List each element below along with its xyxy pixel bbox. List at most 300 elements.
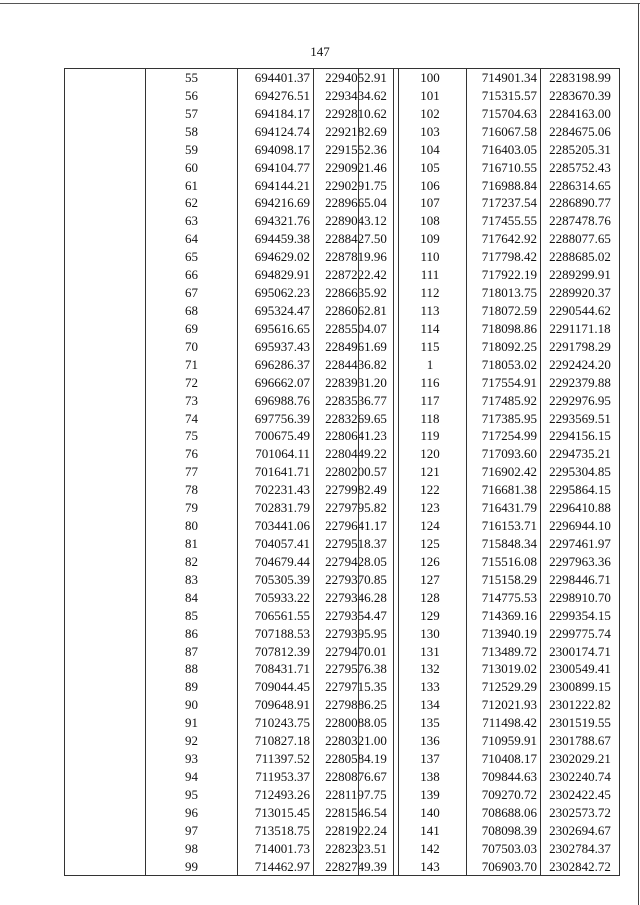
y-coordinate-cell: 2285752.43 bbox=[541, 159, 620, 177]
y-coordinate-cell: 2280200.57 bbox=[314, 463, 399, 481]
x-coordinate-cell: 711498.42 bbox=[467, 714, 541, 732]
point-number-cell: 64 bbox=[146, 230, 238, 248]
y-coordinate-cell: 2288685.02 bbox=[541, 248, 620, 266]
blank-cell bbox=[65, 517, 146, 535]
table-row bbox=[65, 732, 399, 750]
table-row bbox=[65, 445, 399, 463]
table-row bbox=[65, 714, 399, 732]
y-coordinate-cell: 2301222.82 bbox=[541, 696, 620, 714]
x-coordinate-cell: 696662.07 bbox=[238, 374, 314, 392]
table-row bbox=[65, 284, 399, 302]
table-row bbox=[359, 123, 620, 141]
blank-cell bbox=[65, 159, 146, 177]
x-coordinate-cell: 710408.17 bbox=[467, 750, 541, 768]
point-number-cell: 102 bbox=[394, 105, 467, 123]
blank-cell bbox=[359, 589, 394, 607]
table-row bbox=[65, 858, 399, 876]
y-coordinate-cell: 2279346.28 bbox=[314, 589, 399, 607]
y-coordinate-cell: 2284436.82 bbox=[314, 356, 399, 374]
blank-cell bbox=[65, 194, 146, 212]
blank-cell bbox=[65, 141, 146, 159]
blank-cell bbox=[359, 356, 394, 374]
point-number-cell: 103 bbox=[394, 123, 467, 141]
x-coordinate-cell: 694629.02 bbox=[238, 248, 314, 266]
y-coordinate-cell: 2292424.20 bbox=[541, 356, 620, 374]
table-row bbox=[65, 535, 399, 553]
y-coordinate-cell: 2291552.36 bbox=[314, 141, 399, 159]
point-number-cell: 86 bbox=[146, 625, 238, 643]
y-coordinate-cell: 2297461.97 bbox=[541, 535, 620, 553]
x-coordinate-cell: 717485.92 bbox=[467, 392, 541, 410]
blank-cell bbox=[65, 392, 146, 410]
y-coordinate-cell: 2292976.95 bbox=[541, 392, 620, 410]
table-row bbox=[359, 302, 620, 320]
point-number-cell: 118 bbox=[394, 410, 467, 428]
blank-cell bbox=[359, 123, 394, 141]
blank-cell bbox=[359, 159, 394, 177]
table-row bbox=[359, 553, 620, 571]
table-row bbox=[65, 159, 399, 177]
point-number-cell: 115 bbox=[394, 338, 467, 356]
table-row bbox=[65, 822, 399, 840]
table-row bbox=[65, 230, 399, 248]
blank-cell bbox=[359, 302, 394, 320]
y-coordinate-cell: 2299354.15 bbox=[541, 607, 620, 625]
point-number-cell: 78 bbox=[146, 481, 238, 499]
table-row bbox=[359, 69, 620, 87]
y-coordinate-cell: 2283931.20 bbox=[314, 374, 399, 392]
y-coordinate-cell: 2300899.15 bbox=[541, 678, 620, 696]
y-coordinate-cell: 2288427.50 bbox=[314, 230, 399, 248]
point-number-cell: 126 bbox=[394, 553, 467, 571]
x-coordinate-cell: 694216.69 bbox=[238, 194, 314, 212]
y-coordinate-cell: 2282749.39 bbox=[314, 858, 399, 876]
y-coordinate-cell: 2279370.85 bbox=[314, 571, 399, 589]
x-coordinate-cell: 717554.91 bbox=[467, 374, 541, 392]
blank-cell bbox=[65, 212, 146, 230]
table-row bbox=[65, 248, 399, 266]
y-coordinate-cell: 2279470.01 bbox=[314, 643, 399, 661]
table-row bbox=[359, 750, 620, 768]
x-coordinate-cell: 694144.21 bbox=[238, 177, 314, 195]
point-number-cell: 120 bbox=[394, 445, 467, 463]
point-number-cell: 75 bbox=[146, 427, 238, 445]
y-coordinate-cell: 2297963.36 bbox=[541, 553, 620, 571]
table-row bbox=[359, 732, 620, 750]
y-coordinate-cell: 2281197.75 bbox=[314, 786, 399, 804]
y-coordinate-cell: 2281922.24 bbox=[314, 822, 399, 840]
blank-cell bbox=[65, 105, 146, 123]
table-row bbox=[65, 804, 399, 822]
blank-cell bbox=[359, 338, 394, 356]
blank-cell bbox=[359, 660, 394, 678]
table-row bbox=[359, 105, 620, 123]
table-row bbox=[359, 571, 620, 589]
table-row bbox=[65, 123, 399, 141]
point-number-cell: 111 bbox=[394, 266, 467, 284]
blank-cell bbox=[359, 320, 394, 338]
table-row bbox=[359, 625, 620, 643]
x-coordinate-cell: 717798.42 bbox=[467, 248, 541, 266]
table-row bbox=[65, 625, 399, 643]
y-coordinate-cell: 2286062.81 bbox=[314, 302, 399, 320]
point-number-cell: 85 bbox=[146, 607, 238, 625]
table-row bbox=[359, 804, 620, 822]
table-row bbox=[359, 194, 620, 212]
blank-cell bbox=[359, 499, 394, 517]
y-coordinate-cell: 2286314.65 bbox=[541, 177, 620, 195]
point-number-cell: 105 bbox=[394, 159, 467, 177]
table-row bbox=[65, 194, 399, 212]
table-row bbox=[359, 858, 620, 876]
blank-cell bbox=[359, 284, 394, 302]
blank-cell bbox=[359, 105, 394, 123]
y-coordinate-cell: 2279395.95 bbox=[314, 625, 399, 643]
blank-cell bbox=[65, 535, 146, 553]
y-coordinate-cell: 2281546.54 bbox=[314, 804, 399, 822]
y-coordinate-cell: 2294735.21 bbox=[541, 445, 620, 463]
y-coordinate-cell: 2285504.07 bbox=[314, 320, 399, 338]
x-coordinate-cell: 713518.75 bbox=[238, 822, 314, 840]
blank-cell bbox=[359, 517, 394, 535]
point-number-cell: 110 bbox=[394, 248, 467, 266]
x-coordinate-cell: 694459.38 bbox=[238, 230, 314, 248]
blank-cell bbox=[359, 678, 394, 696]
x-coordinate-cell: 713019.02 bbox=[467, 660, 541, 678]
table-row bbox=[359, 714, 620, 732]
point-number-cell: 132 bbox=[394, 660, 467, 678]
x-coordinate-cell: 711397.52 bbox=[238, 750, 314, 768]
y-coordinate-cell: 2279982.49 bbox=[314, 481, 399, 499]
table-row bbox=[359, 248, 620, 266]
x-coordinate-cell: 718072.59 bbox=[467, 302, 541, 320]
point-number-cell: 89 bbox=[146, 678, 238, 696]
point-number-cell: 62 bbox=[146, 194, 238, 212]
blank-cell bbox=[65, 678, 146, 696]
blank-cell bbox=[359, 714, 394, 732]
x-coordinate-cell: 717642.92 bbox=[467, 230, 541, 248]
point-number-cell: 67 bbox=[146, 284, 238, 302]
blank-cell bbox=[65, 786, 146, 804]
point-number-cell: 124 bbox=[394, 517, 467, 535]
blank-cell bbox=[359, 194, 394, 212]
page-right-border bbox=[638, 3, 639, 905]
x-coordinate-cell: 694184.17 bbox=[238, 105, 314, 123]
point-number-cell: 96 bbox=[146, 804, 238, 822]
blank-cell bbox=[65, 553, 146, 571]
blank-cell bbox=[359, 248, 394, 266]
y-coordinate-cell: 2280088.05 bbox=[314, 714, 399, 732]
y-coordinate-cell: 2286890.77 bbox=[541, 194, 620, 212]
point-number-cell: 142 bbox=[394, 840, 467, 858]
blank-cell bbox=[65, 696, 146, 714]
point-number-cell: 139 bbox=[394, 786, 467, 804]
blank-cell bbox=[359, 768, 394, 786]
table-row bbox=[359, 284, 620, 302]
blank-cell bbox=[359, 696, 394, 714]
x-coordinate-cell: 715315.57 bbox=[467, 87, 541, 105]
blank-cell bbox=[65, 858, 146, 876]
x-coordinate-cell: 707503.03 bbox=[467, 840, 541, 858]
y-coordinate-cell: 2302029.21 bbox=[541, 750, 620, 768]
point-number-cell: 57 bbox=[146, 105, 238, 123]
table-row bbox=[359, 427, 620, 445]
x-coordinate-cell: 712493.26 bbox=[238, 786, 314, 804]
x-coordinate-cell: 717254.99 bbox=[467, 427, 541, 445]
table-row bbox=[65, 69, 399, 87]
table-row bbox=[359, 660, 620, 678]
table-row bbox=[359, 374, 620, 392]
x-coordinate-cell: 694104.77 bbox=[238, 159, 314, 177]
table-body bbox=[65, 69, 399, 876]
x-coordinate-cell: 714775.53 bbox=[467, 589, 541, 607]
table-row bbox=[359, 159, 620, 177]
table-row bbox=[359, 230, 620, 248]
x-coordinate-cell: 714369.16 bbox=[467, 607, 541, 625]
y-coordinate-cell: 2288077.65 bbox=[541, 230, 620, 248]
x-coordinate-cell: 718092.25 bbox=[467, 338, 541, 356]
point-number-cell: 104 bbox=[394, 141, 467, 159]
x-coordinate-cell: 694276.51 bbox=[238, 87, 314, 105]
table-row bbox=[359, 517, 620, 535]
x-coordinate-cell: 708431.71 bbox=[238, 660, 314, 678]
y-coordinate-cell: 2292379.88 bbox=[541, 374, 620, 392]
table-row bbox=[65, 392, 399, 410]
blank-cell bbox=[359, 625, 394, 643]
point-number-cell: 108 bbox=[394, 212, 467, 230]
x-coordinate-cell: 700675.49 bbox=[238, 427, 314, 445]
y-coordinate-cell: 2296944.10 bbox=[541, 517, 620, 535]
y-coordinate-cell: 2289665.04 bbox=[314, 194, 399, 212]
blank-cell bbox=[65, 571, 146, 589]
point-number-cell: 79 bbox=[146, 499, 238, 517]
table-row bbox=[65, 374, 399, 392]
point-number-cell: 82 bbox=[146, 553, 238, 571]
table-row bbox=[359, 589, 620, 607]
blank-cell bbox=[359, 266, 394, 284]
blank-cell bbox=[359, 481, 394, 499]
table-row bbox=[65, 589, 399, 607]
y-coordinate-cell: 2280321.00 bbox=[314, 732, 399, 750]
table-row bbox=[65, 481, 399, 499]
y-coordinate-cell: 2300549.41 bbox=[541, 660, 620, 678]
table-row bbox=[65, 87, 399, 105]
point-number-cell: 109 bbox=[394, 230, 467, 248]
table-row bbox=[359, 535, 620, 553]
point-number-cell: 128 bbox=[394, 589, 467, 607]
y-coordinate-cell: 2302842.72 bbox=[541, 858, 620, 876]
y-coordinate-cell: 2279428.05 bbox=[314, 553, 399, 571]
table-row bbox=[65, 320, 399, 338]
y-coordinate-cell: 2298910.70 bbox=[541, 589, 620, 607]
table-row bbox=[65, 499, 399, 517]
blank-cell bbox=[65, 374, 146, 392]
y-coordinate-cell: 2290544.62 bbox=[541, 302, 620, 320]
point-number-cell: 61 bbox=[146, 177, 238, 195]
point-number-cell: 63 bbox=[146, 212, 238, 230]
table-row bbox=[359, 87, 620, 105]
table-row bbox=[65, 177, 399, 195]
x-coordinate-cell: 704679.44 bbox=[238, 553, 314, 571]
x-coordinate-cell: 717385.95 bbox=[467, 410, 541, 428]
point-number-cell: 134 bbox=[394, 696, 467, 714]
y-coordinate-cell: 2282323.51 bbox=[314, 840, 399, 858]
blank-cell bbox=[359, 374, 394, 392]
table-row bbox=[65, 356, 399, 374]
y-coordinate-cell: 2287819.96 bbox=[314, 248, 399, 266]
blank-cell bbox=[65, 768, 146, 786]
blank-cell bbox=[65, 338, 146, 356]
x-coordinate-cell: 695616.65 bbox=[238, 320, 314, 338]
table-row bbox=[359, 840, 620, 858]
y-coordinate-cell: 2302422.45 bbox=[541, 786, 620, 804]
table-row bbox=[65, 768, 399, 786]
x-coordinate-cell: 716067.58 bbox=[467, 123, 541, 141]
y-coordinate-cell: 2292182.69 bbox=[314, 123, 399, 141]
table-row bbox=[65, 338, 399, 356]
y-coordinate-cell: 2296410.88 bbox=[541, 499, 620, 517]
point-number-cell: 94 bbox=[146, 768, 238, 786]
y-coordinate-cell: 2302784.37 bbox=[541, 840, 620, 858]
blank-cell bbox=[359, 732, 394, 750]
point-number-cell: 83 bbox=[146, 571, 238, 589]
x-coordinate-cell: 710243.75 bbox=[238, 714, 314, 732]
point-number-cell: 98 bbox=[146, 840, 238, 858]
table-row bbox=[65, 643, 399, 661]
table-row bbox=[359, 696, 620, 714]
x-coordinate-cell: 705933.22 bbox=[238, 589, 314, 607]
table-row bbox=[65, 141, 399, 159]
point-number-cell: 123 bbox=[394, 499, 467, 517]
table-row bbox=[65, 696, 399, 714]
table-row bbox=[359, 481, 620, 499]
point-number-cell: 137 bbox=[394, 750, 467, 768]
point-number-cell: 99 bbox=[146, 858, 238, 876]
table-row bbox=[65, 840, 399, 858]
point-number-cell: 101 bbox=[394, 87, 467, 105]
x-coordinate-cell: 694401.37 bbox=[238, 69, 314, 87]
blank-cell bbox=[65, 248, 146, 266]
blank-cell bbox=[65, 284, 146, 302]
y-coordinate-cell: 2279641.17 bbox=[314, 517, 399, 535]
table-row bbox=[359, 607, 620, 625]
x-coordinate-cell: 708098.39 bbox=[467, 822, 541, 840]
x-coordinate-cell: 715158.29 bbox=[467, 571, 541, 589]
y-coordinate-cell: 2299775.74 bbox=[541, 625, 620, 643]
x-coordinate-cell: 695062.23 bbox=[238, 284, 314, 302]
point-number-cell: 127 bbox=[394, 571, 467, 589]
point-number-cell: 135 bbox=[394, 714, 467, 732]
y-coordinate-cell: 2280876.67 bbox=[314, 768, 399, 786]
blank-cell bbox=[65, 463, 146, 481]
point-number-cell: 80 bbox=[146, 517, 238, 535]
coordinate-table-left bbox=[64, 68, 399, 876]
y-coordinate-cell: 2295864.15 bbox=[541, 481, 620, 499]
point-number-cell: 77 bbox=[146, 463, 238, 481]
blank-cell bbox=[359, 804, 394, 822]
y-coordinate-cell: 2294052.91 bbox=[314, 69, 399, 87]
point-number-cell: 95 bbox=[146, 786, 238, 804]
table-row bbox=[359, 356, 620, 374]
x-coordinate-cell: 703441.06 bbox=[238, 517, 314, 535]
blank-cell bbox=[359, 87, 394, 105]
x-coordinate-cell: 718013.75 bbox=[467, 284, 541, 302]
x-coordinate-cell: 718098.86 bbox=[467, 320, 541, 338]
blank-cell bbox=[359, 607, 394, 625]
table-row bbox=[359, 266, 620, 284]
y-coordinate-cell: 2292810.62 bbox=[314, 105, 399, 123]
y-coordinate-cell: 2301519.55 bbox=[541, 714, 620, 732]
y-coordinate-cell: 2287478.76 bbox=[541, 212, 620, 230]
blank-cell bbox=[65, 123, 146, 141]
blank-cell bbox=[359, 571, 394, 589]
y-coordinate-cell: 2286635.92 bbox=[314, 284, 399, 302]
y-coordinate-cell: 2279576.38 bbox=[314, 660, 399, 678]
point-number-cell: 68 bbox=[146, 302, 238, 320]
blank-cell bbox=[359, 463, 394, 481]
table-row bbox=[65, 410, 399, 428]
y-coordinate-cell: 2284163.00 bbox=[541, 105, 620, 123]
table-row bbox=[359, 678, 620, 696]
y-coordinate-cell: 2294156.15 bbox=[541, 427, 620, 445]
table-body bbox=[359, 69, 620, 876]
x-coordinate-cell: 716403.05 bbox=[467, 141, 541, 159]
blank-cell bbox=[65, 714, 146, 732]
point-number-cell: 74 bbox=[146, 410, 238, 428]
y-coordinate-cell: 2283269.65 bbox=[314, 410, 399, 428]
y-coordinate-cell: 2284675.06 bbox=[541, 123, 620, 141]
blank-cell bbox=[359, 392, 394, 410]
x-coordinate-cell: 716902.42 bbox=[467, 463, 541, 481]
point-number-cell: 72 bbox=[146, 374, 238, 392]
x-coordinate-cell: 715704.63 bbox=[467, 105, 541, 123]
point-number-cell: 121 bbox=[394, 463, 467, 481]
blank-cell bbox=[65, 840, 146, 858]
point-number-cell: 91 bbox=[146, 714, 238, 732]
x-coordinate-cell: 717093.60 bbox=[467, 445, 541, 463]
point-number-cell: 73 bbox=[146, 392, 238, 410]
blank-cell bbox=[359, 69, 394, 87]
blank-cell bbox=[65, 589, 146, 607]
y-coordinate-cell: 2283536.77 bbox=[314, 392, 399, 410]
x-coordinate-cell: 706903.70 bbox=[467, 858, 541, 876]
page-number: 147 bbox=[310, 44, 330, 59]
x-coordinate-cell: 702831.79 bbox=[238, 499, 314, 517]
blank-cell bbox=[359, 553, 394, 571]
blank-cell bbox=[65, 445, 146, 463]
y-coordinate-cell: 2290291.75 bbox=[314, 177, 399, 195]
x-coordinate-cell: 710827.18 bbox=[238, 732, 314, 750]
blank-cell bbox=[65, 625, 146, 643]
table-row bbox=[359, 768, 620, 786]
y-coordinate-cell: 2289299.91 bbox=[541, 266, 620, 284]
y-coordinate-cell: 2302694.67 bbox=[541, 822, 620, 840]
x-coordinate-cell: 696988.76 bbox=[238, 392, 314, 410]
x-coordinate-cell: 708688.06 bbox=[467, 804, 541, 822]
table-row bbox=[65, 302, 399, 320]
blank-cell bbox=[65, 302, 146, 320]
y-coordinate-cell: 2283670.39 bbox=[541, 87, 620, 105]
blank-cell bbox=[359, 858, 394, 876]
x-coordinate-cell: 711953.37 bbox=[238, 768, 314, 786]
table-row bbox=[359, 212, 620, 230]
x-coordinate-cell: 695324.47 bbox=[238, 302, 314, 320]
blank-cell bbox=[65, 732, 146, 750]
table-row bbox=[65, 571, 399, 589]
point-number-cell: 70 bbox=[146, 338, 238, 356]
x-coordinate-cell: 710959.91 bbox=[467, 732, 541, 750]
y-coordinate-cell: 2285205.31 bbox=[541, 141, 620, 159]
